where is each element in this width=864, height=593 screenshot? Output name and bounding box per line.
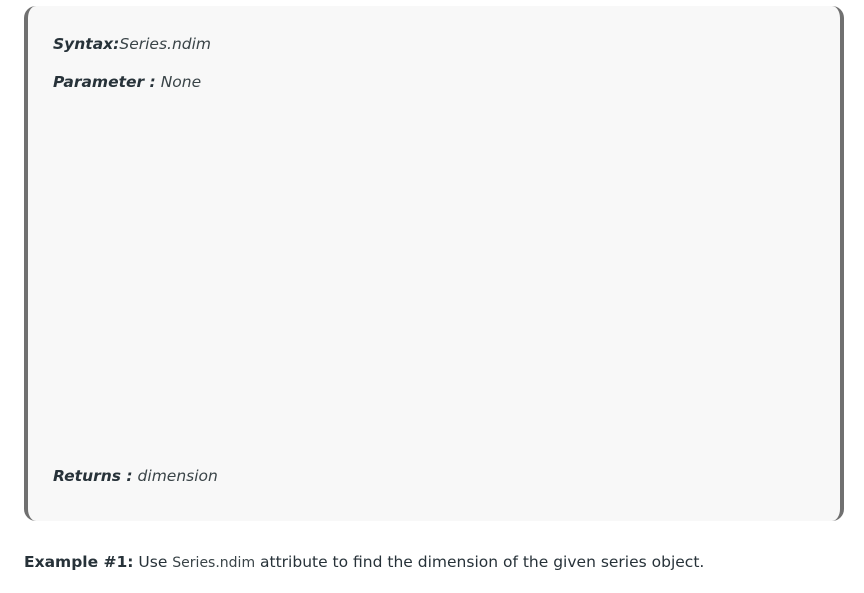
syntax-box [24,6,844,521]
syntax-line [53,35,211,53]
parameter-value: None [155,73,202,91]
parameter-label: Parameter : [53,73,156,91]
example-text-after: attribute to find the dimension of the given series object. [255,553,705,571]
syntax-value: Series.ndim [119,35,212,53]
example-text-before: Use [133,553,173,571]
returns-line [53,467,218,485]
returns-label: Returns : [53,467,133,485]
example-paragraph [24,553,704,571]
example-inline-code: Series.ndim [172,555,256,571]
returns-value: dimension [132,467,218,485]
example-label: Example #1: [24,553,134,571]
syntax-label: Syntax: [53,35,120,53]
parameter-line [53,73,201,91]
